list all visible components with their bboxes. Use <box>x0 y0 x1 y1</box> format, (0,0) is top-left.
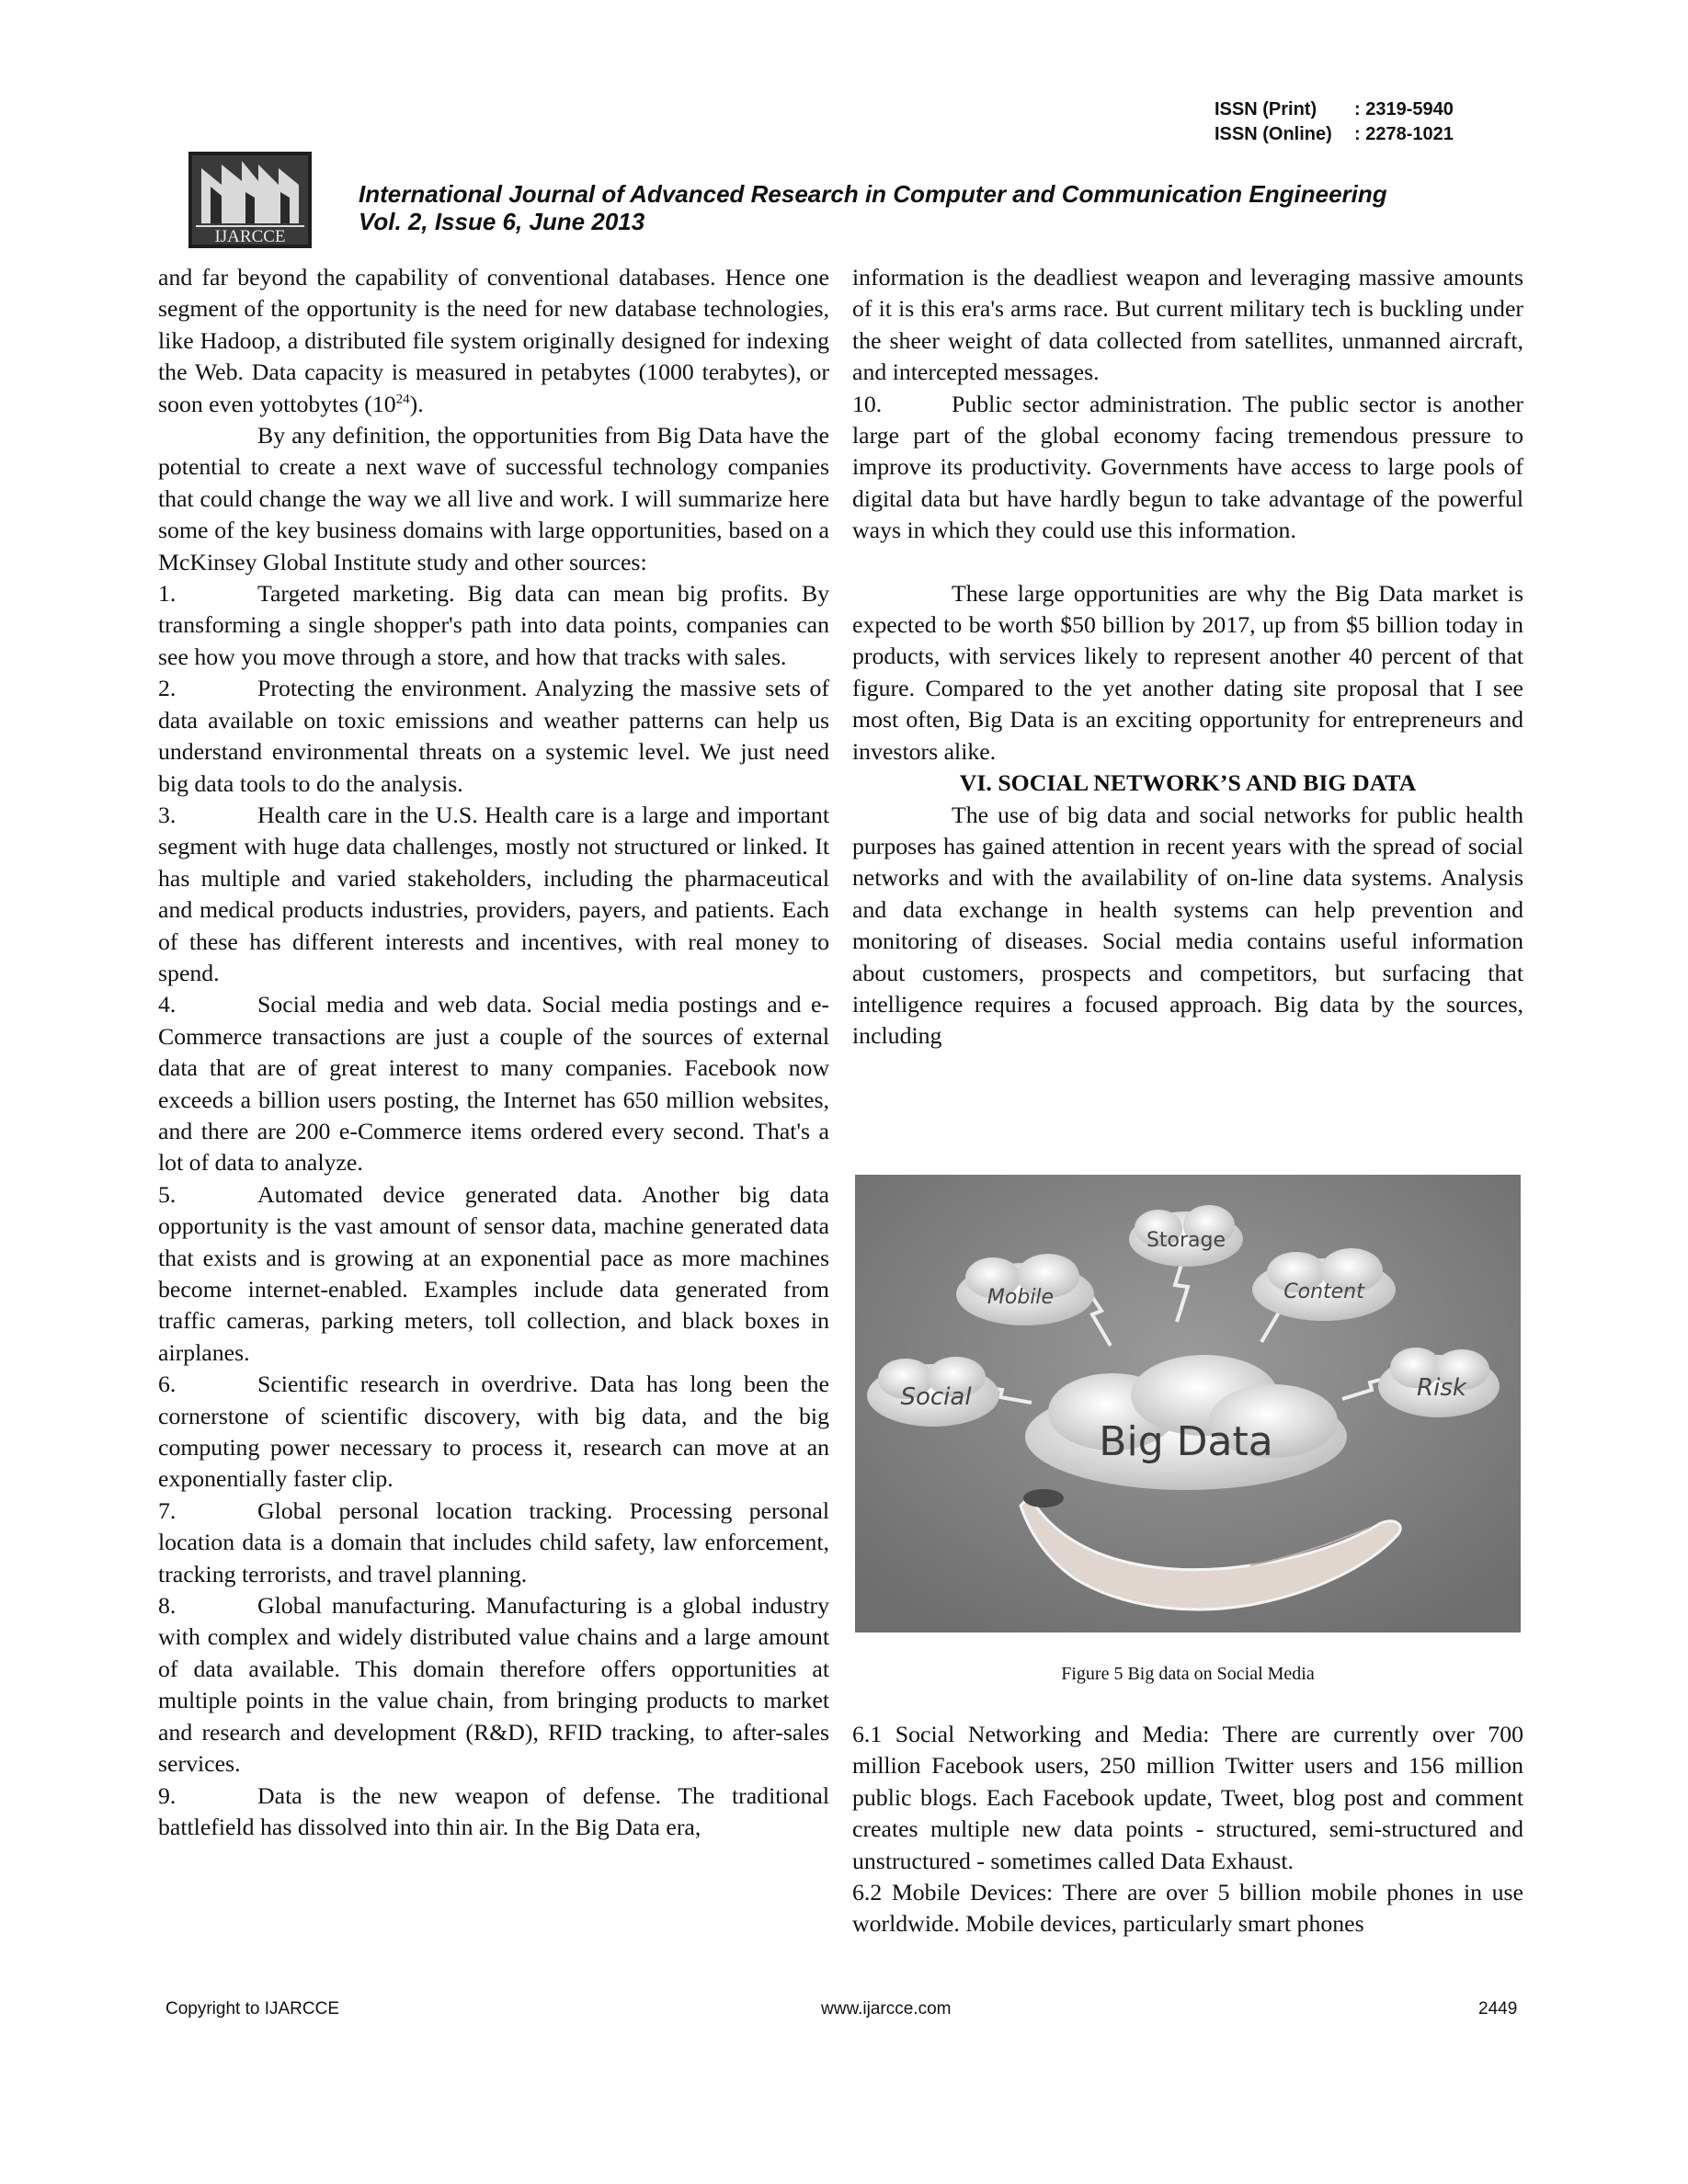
paragraph-text: ). <box>409 390 424 417</box>
list-text: Health care in the U.S. Health care is a large and important segment with huge data challenges, mostly not structured or linked. It has multiple and varied stakeholders, including the pharmaceutical and medical products industries, providers, payers, and patients. Each of these has different interests and incentives, with real money to spend. <box>158 801 829 986</box>
paragraph: These large opportunities are why the Big Data market is expected to be worth $50 billion by 2017, up from $5 billion today in products, with services likely to represent another 40 percent of that figure. Compared to the yet another dating site proposal that I see most often, Big Data is an exciting opportunity for entrepreneurs and investors alike. <box>852 579 1523 765</box>
list-number: 5. <box>158 1180 177 1208</box>
paragraph <box>158 262 829 420</box>
paragraph: information is the deadliest weapon and leveraging massive amounts of it is this era's arms race. But current military tech is buckling under the sheer weight of data collected from satellites, unmanned aircraft, and intercepted messages. <box>852 264 1523 386</box>
paragraph: By any definition, the opportunities from Big Data have the potential to create a next wave of successful technology companies that could change the way we all live and work. I will summarize here some of the key business domains with large opportunities, based on a McKinsey Global Institute study and other sources: <box>158 422 829 575</box>
list-number: 1. <box>158 580 177 608</box>
storage-cloud <box>1129 1205 1243 1267</box>
list-text: Global personal location tracking. Processing personal location data is a domain that includes child safety, law enforcement, tracking terrorists, and travel planning. <box>158 1496 829 1587</box>
list-number: 9. <box>158 1781 177 1809</box>
figure-caption: Figure 5 Big data on Social Media <box>1061 1664 1315 1684</box>
list-item <box>158 1369 829 1496</box>
list-text: Social media and web data. Social media postings and e-Commerce transactions are just a couple of the sources of external data that are of great interest to many companies. Facebook now exceeds a billion users posting, the Internet has 650 million websites, and there are 200 e-Commerce items ordered every second. That's a lot of data to analyze. <box>158 991 829 1177</box>
logo-text: IJARCCE <box>214 227 286 246</box>
list-item <box>158 1179 829 1369</box>
list-number: 2. <box>158 675 177 702</box>
journal-header <box>359 180 1554 235</box>
list-number: 4. <box>158 991 177 1018</box>
issn-online-value: : 2278-1021 <box>1354 124 1454 144</box>
social-cloud <box>867 1357 999 1427</box>
cloud-label-storage: Storage <box>1146 1229 1226 1252</box>
risk-cloud <box>1378 1348 1500 1417</box>
list-item <box>158 800 829 989</box>
right-column <box>852 262 1523 1052</box>
list-text: Protecting the environment. Analyzing the massive sets of data available on toxic emissions and weather patterns can help us understand environmental threats on a systemic level. We just need big data tools to do the analysis. <box>158 675 829 797</box>
list-item <box>158 578 829 673</box>
list-number: 6. <box>158 1371 177 1398</box>
list-number: 7. <box>158 1496 177 1524</box>
figure-image <box>855 1175 1521 1632</box>
cloud-label-mobile: Mobile <box>987 1286 1055 1309</box>
list-number: 10. <box>852 390 883 417</box>
journal-volume: Vol. 2, Issue 6, June 2013 <box>359 208 645 235</box>
list-text: Automated device generated data. Another big data opportunity is the vast amount of sensor data, machine generated data that exists and is growing at an exponential pace as more machines become internet-enabled. Examples include data generated from traffic cameras, parking meters, toll collection, and black boxes in airplanes. <box>158 1180 829 1366</box>
issn-block <box>1215 97 1518 147</box>
mobile-cloud <box>956 1254 1094 1325</box>
list-number: 3. <box>158 801 177 828</box>
issn-print-value: : 2319-5940 <box>1354 99 1454 119</box>
list-item <box>158 673 829 800</box>
list-text: Public sector administration. The public sector is another large part of the global economy facing tremendous pressure to improve its productivity. Governments have access to large pools of digital data but have hardly begun to take advantage of the powerful ways in which they could use this information. <box>852 390 1523 544</box>
list-text: Global manufacturing. Manufacturing is a global industry with complex and widely distributed value chains and a large amount of data available. This domain therefore offers opportunities at multiple points in the value chain, from bringing products to market and research and development (R&D), RFID tracking, to after-sales services. <box>158 1592 829 1778</box>
footer-copyright: Copyright to IJARCCE <box>165 1999 340 2019</box>
list-item <box>158 1780 829 1844</box>
superscript: 24 <box>395 392 410 407</box>
list-item <box>158 1496 829 1590</box>
cloud-label-content: Content <box>1283 1280 1364 1303</box>
section-heading: VI. SOCIAL NETWORK’S AND BIG DATA <box>959 769 1417 797</box>
issn-online-label: ISSN (Online) <box>1215 124 1332 144</box>
journal-title: International Journal of Advanced Research in Computer and Communication Engineering <box>359 180 1387 208</box>
paragraph: The use of big data and social networks for public health purposes has gained attention in recent years with the spread of social networks and with the availability of on-line data systems. Analysis and data exchange in health systems can help prevention and monitoring of diseases. Social media contains useful information about customers, prospects and competitors, but surfacing that intelligence requires a focused approach. Big data by the sources, including <box>852 801 1523 1050</box>
list-item <box>158 989 829 1178</box>
footer-website: www.ijarcce.com <box>821 1999 952 2019</box>
cloud-label-risk: Risk <box>1417 1374 1466 1402</box>
paragraph: 6.2 Mobile Devices: There are over 5 billion mobile phones in use worldwide. Mobile devices, particularly smart phones <box>852 1879 1523 1938</box>
cloud-label-big-data: Big Data <box>1099 1418 1273 1465</box>
issn-print-label: ISSN (Print) <box>1215 99 1317 119</box>
list-text: Data is the new weapon of defense. The traditional battlefield has dissolved into thin air. In the Big Data era, <box>158 1781 829 1840</box>
right-column-continued <box>852 1719 1523 1940</box>
paragraph: 6.1 Social Networking and Media: There are currently over 700 million Facebook users, 250 million Twitter users and 156 million public blogs. Each Facebook update, Tweet, blog post and comment creates multiple new data points - structured, semi-structured and unstructured - sometimes called Data Exhaust. <box>852 1721 1523 1874</box>
list-item <box>852 389 1523 547</box>
list-item <box>158 1590 829 1780</box>
list-text: Targeted marketing. Big data can mean big profits. By transforming a single shopper's path into data points, companies can see how you move through a store, and how that tracks with sales. <box>158 580 829 670</box>
paragraph-text: and far beyond the capability of conventional databases. Hence one segment of the opportunity is the need for new database technologies, like Hadoop, a distributed file system originally designed for indexing the Web. Data capacity is measured in petabytes (1000 terabytes), or soon even yottobytes (10 <box>158 264 829 417</box>
cloud-label-social: Social <box>900 1383 972 1411</box>
list-text: Scientific research in overdrive. Data has long been the cornerstone of scientific discovery, with big data, and the big computing power necessary to process it, research can move at an exponentially faster clip. <box>158 1371 829 1493</box>
footer-page-number: 2449 <box>1478 1999 1518 2019</box>
list-number: 8. <box>158 1592 177 1620</box>
left-column <box>158 262 829 1843</box>
journal-logo <box>188 152 312 248</box>
